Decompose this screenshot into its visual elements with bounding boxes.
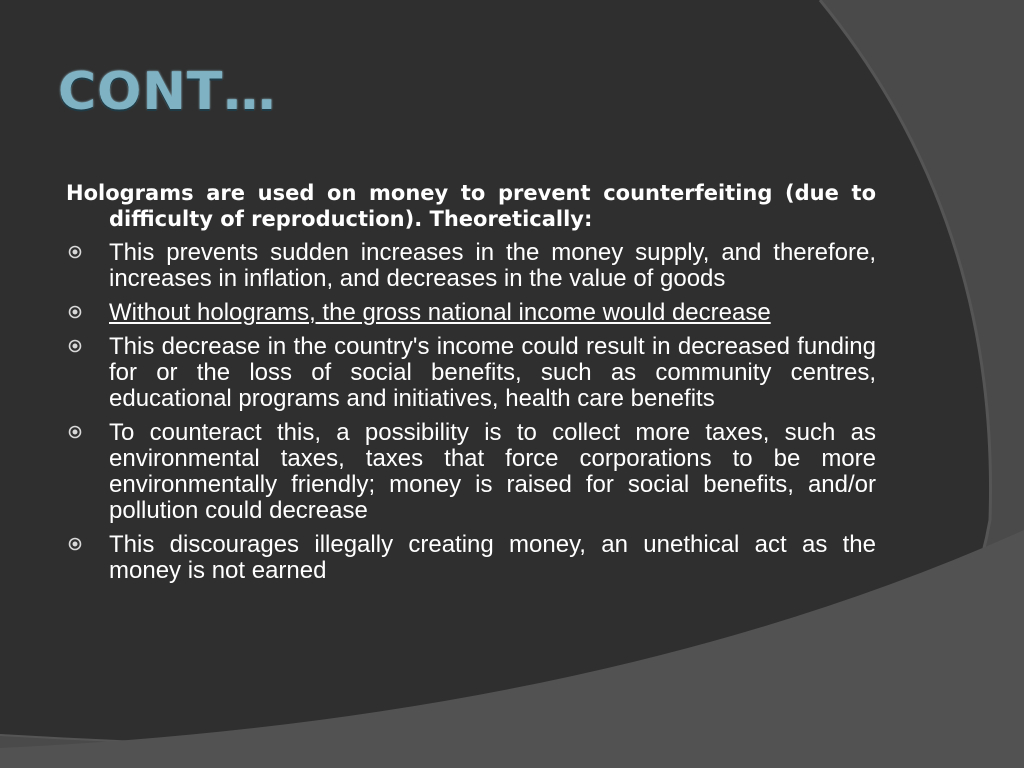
target-bullet-icon (68, 425, 82, 439)
bullet-text: This prevents sudden increases in the money supply, and therefore, increases in inflation, and decreases in the value of goods (109, 239, 876, 292)
bullet-item (66, 532, 876, 584)
target-bullet-icon (68, 305, 82, 319)
bullet-item (66, 420, 876, 524)
intro-paragraph: Holograms are used on money to prevent counterfeiting (due to difficulty of reproduction). Theoretically: (66, 181, 876, 231)
bullet-item (66, 240, 876, 292)
target-bullet-icon (68, 245, 82, 259)
target-bullet-icon (68, 339, 82, 353)
slide-body (66, 180, 876, 592)
bullet-text: To counteract this, a possibility is to collect more taxes, such as environmental taxes, taxes that force corporations to be more environmentally friendly; money is raised for social benefits, and/or pollution could decrease (109, 419, 876, 524)
bullet-text: This decrease in the country's income could result in decreased funding for or the loss of social benefits, such as community centres, educational programs and initiatives, health care benefits (109, 333, 876, 412)
target-bullet-icon (68, 537, 82, 551)
bullet-text: This discourages illegally creating money, an unethical act as the money is not earned (109, 531, 876, 584)
slide-title: CONT… (58, 62, 277, 122)
bullet-text-underlined: Without holograms, the gross national income would decrease (109, 299, 771, 326)
bullet-item (66, 300, 876, 326)
bullet-list (66, 240, 876, 584)
bullet-item (66, 334, 876, 412)
